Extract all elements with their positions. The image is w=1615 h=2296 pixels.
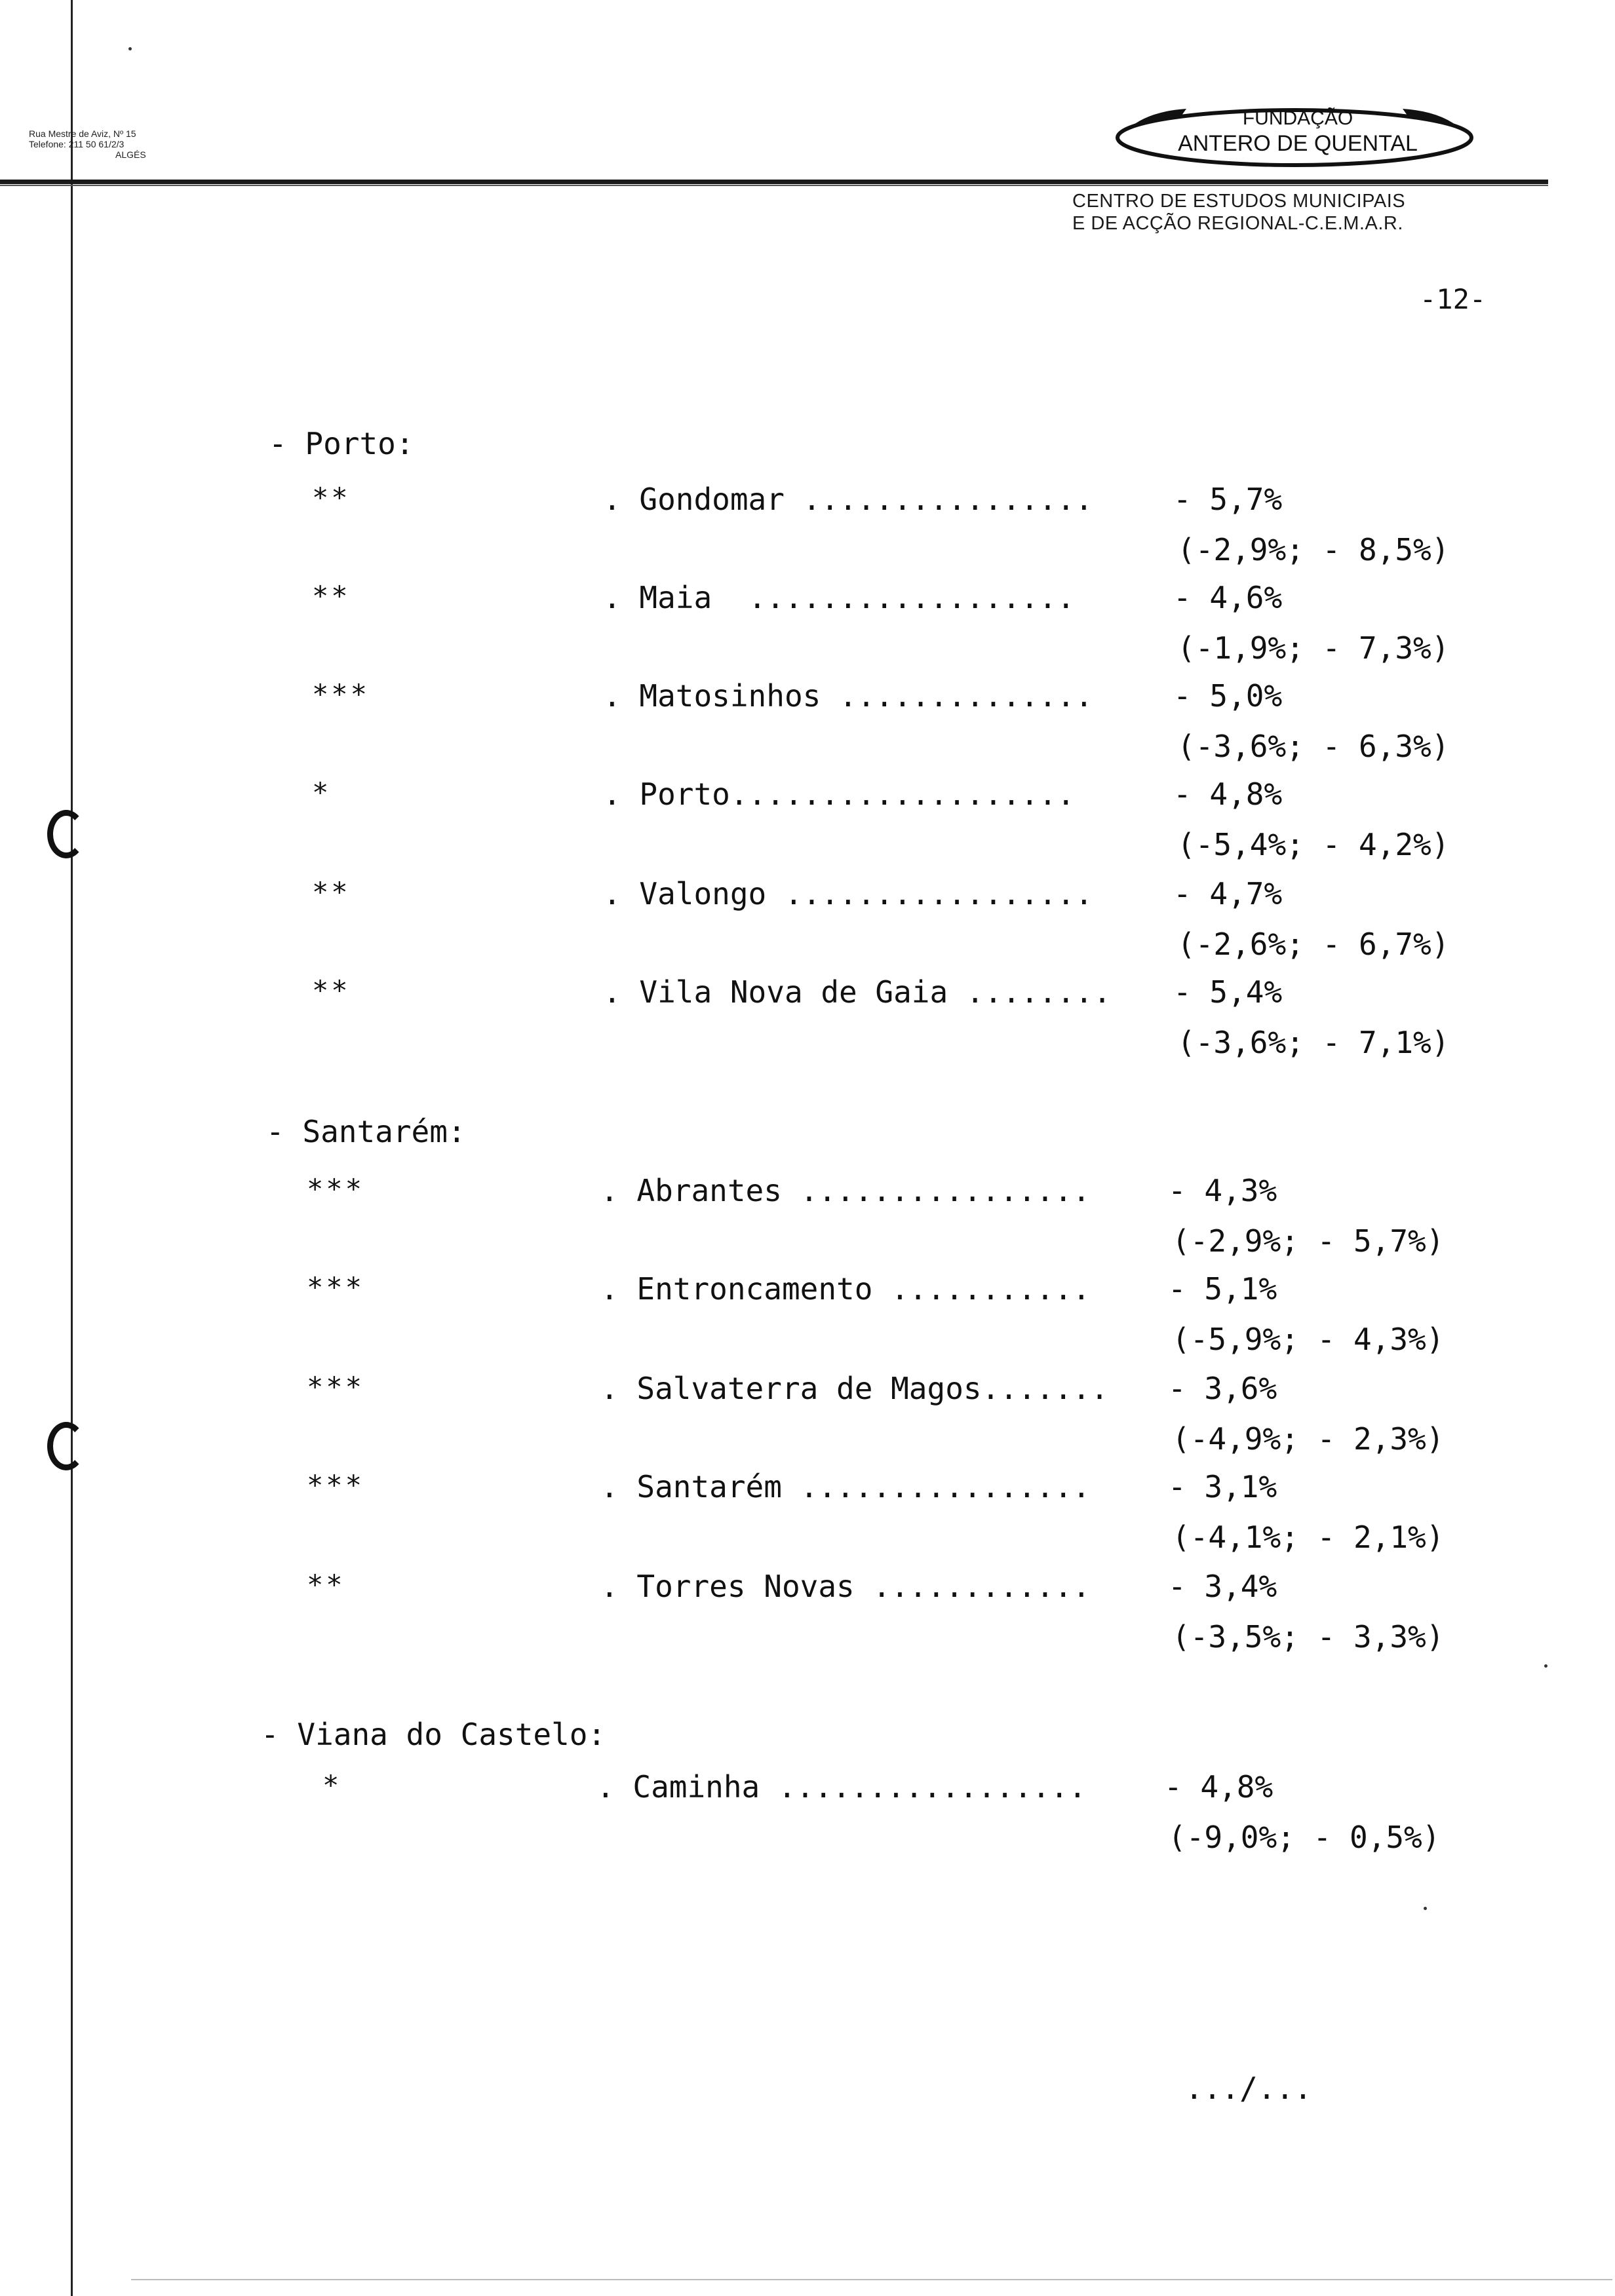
entry-value: - 5,7% (1173, 482, 1283, 517)
speck (1544, 1664, 1547, 1668)
org-line: CENTRO DE ESTUDOS MUNICIPAIS (1072, 191, 1406, 212)
rating-stars: * (312, 776, 332, 809)
speck (128, 47, 132, 50)
entry-name: . Gondomar ................ (603, 482, 1093, 517)
org-line: E DE ACÇÃO REGIONAL-C.E.M.A.R. (1072, 213, 1403, 234)
header-rule-thin (0, 185, 1548, 186)
rating-stars: *** (307, 1173, 364, 1205)
entry-name: . Torres Novas ............ (600, 1569, 1091, 1604)
speck (1424, 1907, 1427, 1910)
rating-stars: ** (307, 1569, 345, 1601)
org-name (1072, 190, 1405, 235)
punch-hole (47, 810, 85, 858)
entry-range: (-4,1%; - 2,1%) (1172, 1520, 1445, 1555)
entry-range: (-2,6%; - 6,7%) (1177, 927, 1450, 962)
entry-range: (-5,9%; - 4,3%) (1172, 1322, 1445, 1357)
punch-hole (47, 1422, 85, 1470)
entry-range: (-2,9%; - 5,7%) (1172, 1223, 1445, 1259)
entry-value: - 5,0% (1173, 678, 1283, 714)
rating-stars: ** (312, 580, 351, 612)
section-heading: - Santarém: (266, 1114, 466, 1149)
entry-range: (-3,5%; - 3,3%) (1172, 1619, 1445, 1655)
rating-stars: ** (312, 482, 351, 514)
entry-value: - 3,1% (1168, 1469, 1277, 1504)
entry-name: . Valongo ................. (603, 876, 1093, 911)
continuation-mark: .../... (1185, 2071, 1312, 2106)
entry-range: (-3,6%; - 7,1%) (1177, 1025, 1450, 1060)
rating-stars: *** (307, 1469, 364, 1501)
address-line: Rua Mestre de Aviz, Nº 15 (29, 128, 136, 139)
entry-range: (-5,4%; - 4,2%) (1177, 827, 1450, 862)
entry-name: . Santarém ................ (600, 1469, 1091, 1504)
entry-name: . Entroncamento ........... (600, 1271, 1091, 1307)
entry-range: (-3,6%; - 6,3%) (1177, 729, 1450, 764)
header-rule (0, 180, 1548, 184)
rating-stars: *** (307, 1371, 364, 1403)
rating-stars: *** (307, 1271, 364, 1303)
rating-stars: ** (312, 876, 351, 908)
entry-value: - 4,7% (1173, 876, 1283, 911)
bottom-edge (131, 2279, 1612, 2280)
section-heading: - Viana do Castelo: (261, 1717, 606, 1752)
entry-range: (-9,0%; - 0,5%) (1168, 1820, 1441, 1855)
entry-name: . Vila Nova de Gaia ........ (603, 974, 1112, 1010)
margin-rule (71, 0, 73, 2296)
rating-stars: *** (312, 678, 370, 710)
entry-value: - 4,3% (1168, 1173, 1277, 1208)
entry-name: . Abrantes ................ (600, 1173, 1091, 1208)
rating-stars: * (322, 1769, 342, 1801)
entry-value: - 4,6% (1173, 580, 1283, 615)
address-line: Telefone: 211 50 61/2/3 (29, 139, 125, 149)
entry-name: . Salvaterra de Magos....... (600, 1371, 1109, 1406)
entry-value: - 5,4% (1173, 974, 1283, 1010)
entry-value: - 4,8% (1173, 776, 1283, 812)
foundation-logo (1108, 98, 1481, 170)
entry-value: - 3,6% (1168, 1371, 1277, 1406)
entry-name: . Caminha ................. (596, 1769, 1087, 1805)
entry-range: (-4,9%; - 2,3%) (1172, 1421, 1445, 1457)
entry-range: (-1,9%; - 7,3%) (1177, 630, 1450, 666)
section-heading: - Porto: (269, 426, 414, 461)
entry-value: - 5,1% (1168, 1271, 1277, 1307)
foundation-logo-mark (1108, 98, 1481, 170)
entry-range: (-2,9%; - 8,5%) (1177, 532, 1450, 567)
page-number: -12- (1420, 283, 1487, 315)
entry-name: . Matosinhos .............. (603, 678, 1093, 714)
address-line: ALGÉS (115, 149, 146, 160)
entry-name: . Maia .................. (603, 580, 1076, 615)
entry-name: . Porto................... (603, 776, 1076, 812)
entry-value: - 4,8% (1164, 1769, 1274, 1805)
rating-stars: ** (312, 974, 351, 1006)
logo-line2: ANTERO DE QUENTAL (1178, 131, 1418, 156)
entry-value: - 3,4% (1168, 1569, 1277, 1604)
letterhead-address (29, 128, 146, 160)
logo-line1: FUNDAÇÃO (1242, 107, 1353, 129)
